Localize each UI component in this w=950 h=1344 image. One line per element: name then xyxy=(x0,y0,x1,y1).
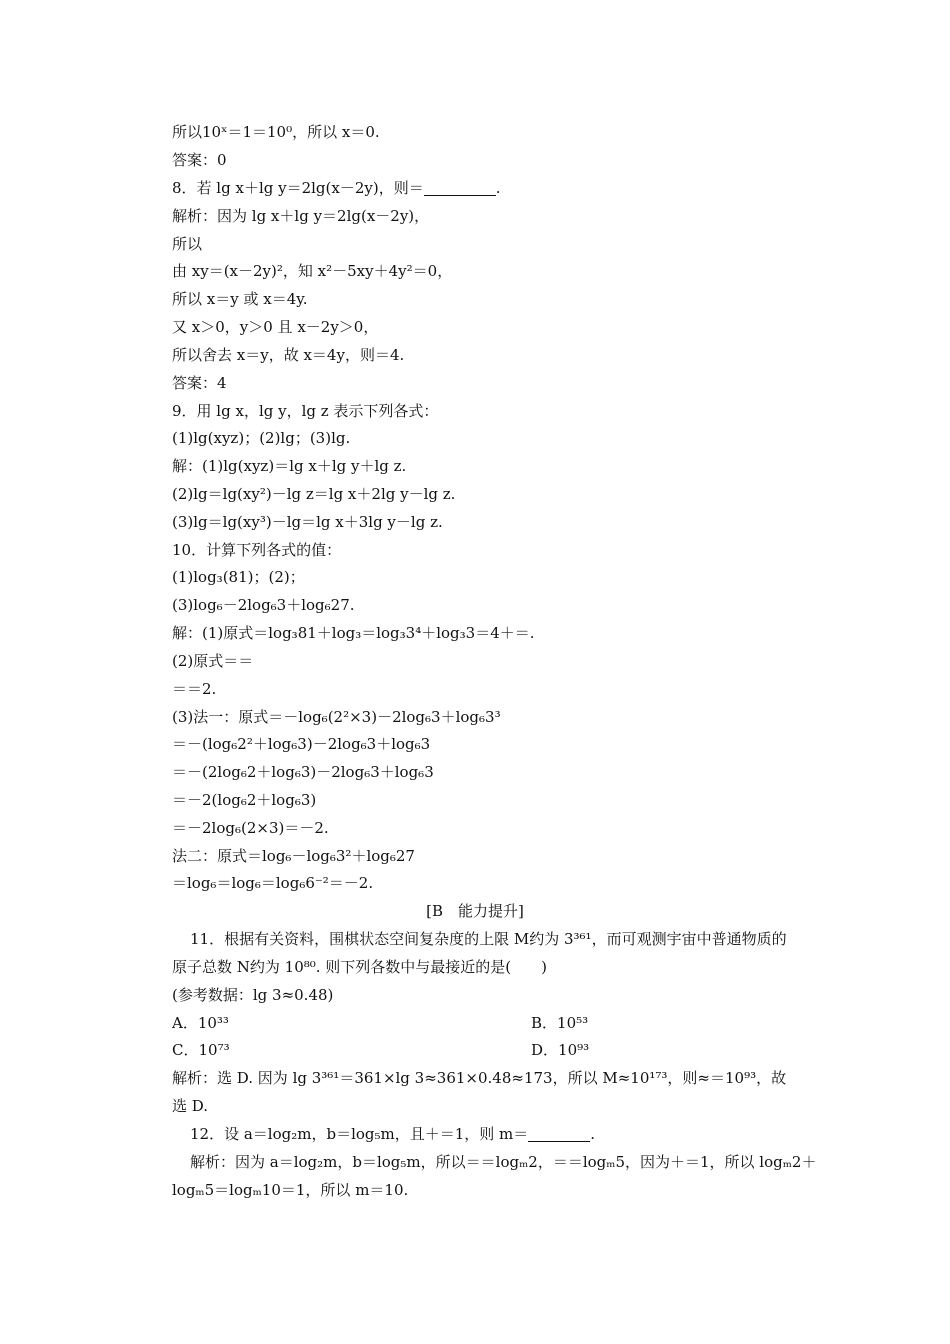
text-line: 法二：原式＝log₆－log₆3²＋log₆27 xyxy=(172,847,415,865)
text-line: 选 D. xyxy=(172,1097,209,1115)
text-line: ＝＝2. xyxy=(172,680,217,698)
text-line: ＝log₆＝log₆＝log₆6⁻²＝－2. xyxy=(172,874,374,892)
text-line: 所以舍去 x＝y，故 x＝4y，则＝4. xyxy=(172,346,405,364)
text-line: 解析：因为 a＝log₂m，b＝log₅m，所以＝＝logₘ2，＝＝logₘ5，因为＋＝1，所以 logₘ2＋ xyxy=(190,1153,817,1171)
text-line: 所以10ˣ＝1＝10⁰，所以 x＝0. xyxy=(172,123,380,141)
question-9: 9．用 lg x，lg y，lg z 表示下列各式： xyxy=(172,402,439,420)
text-line: 由 xy＝(x－2y)²，知 x²－5xy＋4y²＝0， xyxy=(172,262,453,280)
text-line: (3)lg＝lg(xy³)－lg＝lg x＋3lg y－lg z. xyxy=(172,513,443,531)
text-line: 解：(1)lg(xyz)＝lg x＋lg y＋lg z. xyxy=(172,457,407,475)
text-line: (1)log₃(81)；(2)； xyxy=(172,568,305,586)
option-c: C．10⁷³ xyxy=(172,1041,230,1059)
text-line: logₘ5＝logₘ10＝1，所以 m＝10. xyxy=(172,1181,409,1199)
option-b: B．10⁵³ xyxy=(531,1014,589,1032)
text-line: (参考数据：lg 3≈0.48) xyxy=(172,986,334,1004)
question-8-end: . xyxy=(495,179,501,197)
text-line: (1)lg(xyz)；(2)lg；(3)lg. xyxy=(172,429,351,447)
text-line: ＝－(log₆2²＋log₆3)－2log₆3＋log₆3 xyxy=(172,735,431,753)
question-12-end: . xyxy=(590,1125,596,1143)
text-line: 原子总数 N约为 10⁸⁰. 则下列各数中与最接近的是( ) xyxy=(172,958,548,976)
question-11: 11．根据有关资料，围棋状态空间复杂度的上限 M约为 3³⁶¹，而可观测宇宙中普通物质的 xyxy=(190,930,787,948)
question-8-text: 8．若 lg x＋lg y＝2lg(x－2y)，则＝ xyxy=(172,179,424,197)
question-12-text: 12．设 a＝log₂m，b＝log₅m，且＋＝1，则 m＝ xyxy=(190,1125,529,1143)
text-line: (2)lg＝lg(xy²)－lg z＝lg x＋2lg y－lg z. xyxy=(172,485,456,503)
text-line: ＝－2(log₆2＋log₆3) xyxy=(172,791,317,809)
text-line: (2)原式＝＝ xyxy=(172,652,254,670)
section-heading: [B 能力提升] xyxy=(426,902,524,920)
text-line: (3)法一：原式＝－log₆(2²×3)－2log₆3＋log₆3³ xyxy=(172,708,501,726)
text-line: ＝－2log₆(2×3)＝－2. xyxy=(172,819,329,837)
text-line: 答案：0 xyxy=(172,151,227,169)
text-line: ＝－(2log₆2＋log₆3)－2log₆3＋log₆3 xyxy=(172,763,434,781)
text-line: (3)log₆－2log₆3＋log₆27. xyxy=(172,596,355,614)
text-line: 解析：因为 lg x＋lg y＝2lg(x－2y)， xyxy=(172,207,430,225)
text-line: 解析：选 D. 因为 lg 3³⁶¹＝361×lg 3≈361×0.48≈173，所以 M≈10¹⁷³，则≈＝10⁹³，故 xyxy=(172,1069,787,1087)
question-12 xyxy=(190,1124,595,1144)
text-line: 答案：4 xyxy=(172,374,227,392)
text-line: 所以 x＝y 或 x＝4y. xyxy=(172,290,308,308)
answer-blank xyxy=(528,1126,590,1142)
text-line: 解：(1)原式＝log₃81＋log₃＝log₃3⁴＋log₃3＝4＋＝. xyxy=(172,624,535,642)
text-line: 所以 xyxy=(172,235,203,253)
question-10: 10．计算下列各式的值： xyxy=(172,541,342,559)
option-a: A．10³³ xyxy=(172,1014,229,1032)
text-line: 又 x＞0，y＞0 且 x－2y＞0， xyxy=(172,318,379,336)
answer-blank xyxy=(424,180,496,196)
question-8 xyxy=(172,178,501,198)
option-d: D．10⁹³ xyxy=(531,1041,590,1059)
